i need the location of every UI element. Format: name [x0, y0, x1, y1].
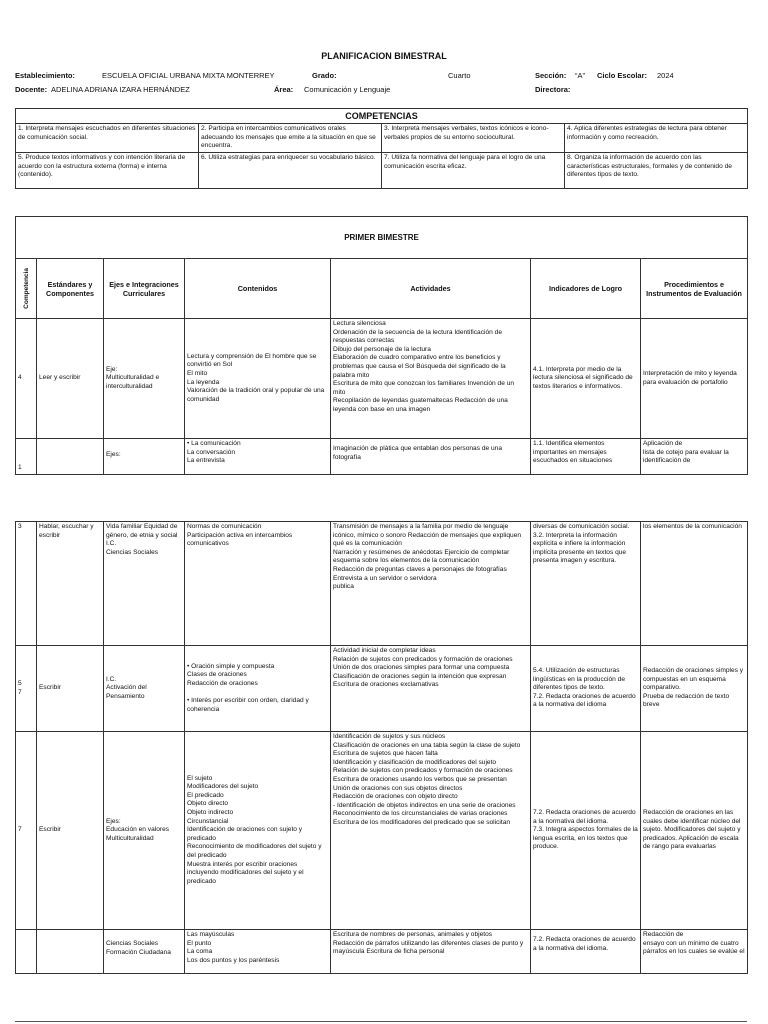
cell-ejes: Vida familiar Equidad de género, de etnia y social I.C. Ciencias Sociales — [104, 522, 185, 646]
docente-value: ADELINA ADRIANA IZARA HERNÁNDEZ — [51, 85, 190, 94]
competencia-7: 7. Utiliza fa normativa del lenguaje para el logro de una comunicación escrita eficaz. — [382, 153, 565, 189]
cell-competencia: 1 — [16, 439, 37, 475]
table-row — [16, 522, 748, 646]
bimestre-title: PRIMER BIMESTRE — [16, 217, 748, 259]
table-row — [16, 732, 748, 930]
cell-indicadores: 7.2. Redacta oraciones de acuerdo a la normativa del idioma. — [531, 930, 641, 974]
competencia-3: 3. Interpreta mensajes verbales, textos icónicos e icono-verbales propios de su entorno sociocultural. — [382, 124, 565, 153]
cell-contenidos: Normas de comunicación Participación activa en intercambios comunicativos — [185, 522, 331, 646]
grado-value: Cuarto — [448, 71, 471, 80]
cell-indicadores: 7.2. Redacta oraciones de acuerdo a la normativa del idioma. 7.3. Integra aspectos formales de la lengua escrita, en los textos que produce. — [531, 732, 641, 930]
competencias-table — [15, 108, 748, 189]
cell-actividades: Imaginación de plática que entablan dos personas de una fotografía — [331, 439, 531, 475]
header-competencia: Competencia — [16, 259, 37, 319]
establecimiento-value: ESCUELA OFICIAL URBANA MIXTA MONTERREY — [102, 71, 275, 80]
page-2 — [0, 480, 768, 1024]
cell-actividades: Identificación de sujetos y sus núcleos Clasificación de oraciones en una tabla según la clase de sujeto Escritura de sujetos que hacen falta Identificación y clasificación de modificadores del sujeto Relación de sujetos con predicados y formación de oraciones Escritura de oraciones usando los verbos que se presentan Unión de oraciones con sus objetos directos Redacción de oraciones con objeto directo - Identificación de objetos indirectos en una serie de oraciones Reconocimiento de los circunstanciales de varias oraciones Escritura de los modificadores del predicado que se solicitan — [331, 732, 531, 930]
cell-procedimientos: Redacción de ensayo con un mínimo de cuatro párrafos en los cuales se evalúe el — [641, 930, 748, 974]
page-title: PLANIFICACION BIMESTRAL — [321, 51, 447, 61]
cell-procedimientos: Redacción de oraciones simples y compuestas en un esquema comparativo. Prueba de redacción de texto breve — [641, 646, 748, 732]
header-estandares: Estándares y Componentes — [37, 259, 104, 319]
cell-estandar: Escribir — [37, 732, 104, 930]
cell-actividades: Escritura de nombres de personas, animales y objetos Redacción de párrafos utilizando las diferentes clases de punto y mayúscula Escritura de ficha personal — [331, 930, 531, 974]
cell-estandar: Escribir — [37, 646, 104, 732]
competencias-title: COMPETENCIAS — [16, 109, 748, 124]
cell-ejes: Ejes: Educación en valores Multiculturalidad — [104, 732, 185, 930]
bimestre-table-page1 — [15, 216, 748, 475]
header-procedimientos: Procedimientos e Instrumentos de Evaluación — [641, 259, 748, 319]
header-indicadores: Indicadores de Logro — [531, 259, 641, 319]
table-row — [16, 319, 748, 439]
cell-actividades: Actividad inicial de completar ideas Relación de sujetos con predicados y formación de oraciones Unión de dos oraciones simples para formar una compuesta Clasificación de oraciones según la intención que expresan Escritura de oraciones exclamativas — [331, 646, 531, 732]
table-row — [16, 646, 748, 732]
grado-label: Grado: — [312, 71, 337, 80]
cell-actividades: Lectura silenciosa Ordenación de la secuencia de la lectura Identificación de respuestas correctas Dibujo del personaje de la lectura Elaboración de cuadro comparativo entre los beneficios y problemas que causa el Sol Búsqueda del significado de la palabra mito Escritura de mito que conozcan los familiares Invención de un mito Recopilación de leyendas guatemaltecas Redacción de una leyenda con base en una imagen — [331, 319, 531, 439]
cell-competencia: 7 — [16, 732, 37, 930]
cell-contenidos: Lectura y comprensión de El hombre que se convirtió en Sol El mito La leyenda Valoración de la tradición oral y popular de una comunidad — [185, 319, 331, 439]
competencia-2: 2. Participa en intercambios comunicativos orales adecuando los mensajes que emite a la situación en que se encuentra. — [199, 124, 382, 153]
cell-ejes: I.C. Activación del Pensamiento — [104, 646, 185, 732]
area-value: Comunicación y Lenguaje — [304, 85, 391, 94]
cell-procedimientos: Aplicación de lista de cotejo para evaluar la identificación de — [641, 439, 748, 475]
seccion-value: “A” — [575, 71, 585, 80]
header-ejes: Ejes e Integraciones Curriculares — [104, 259, 185, 319]
cell-ejes: Eje: Multiculturalidad e interculturalidad — [104, 319, 185, 439]
cell-competencia: 5 7 — [16, 646, 37, 732]
cell-estandar — [37, 439, 104, 475]
competencia-5: 5. Produce textos informativos y con intención literaria de acuerdo con la estructura externa (forma) e interna (contenido). — [16, 153, 199, 189]
bimestre-table-page2 — [15, 521, 748, 974]
cell-procedimientos: los elementos de la comunicación — [641, 522, 748, 646]
cell-competencia: 3 — [16, 522, 37, 646]
competencia-8: 8. Organiza la información de acuerdo con las características estructurales, formales y de contenido de diferentes tipos de texto. — [565, 153, 748, 189]
cell-estandar: Leer y escribir — [37, 319, 104, 439]
docente-label: Docente: — [15, 85, 48, 94]
cell-indicadores: 1.1. Identifica elementos importantes en mensajes escuchados en situaciones — [531, 439, 641, 475]
cell-ejes: Ciencias Sociales Formación Ciudadana — [104, 930, 185, 974]
table-row — [16, 439, 748, 475]
cell-ejes: Ejes: — [104, 439, 185, 475]
cell-contenidos: Las mayúsculas El punto La coma Los dos puntos y los paréntesis — [185, 930, 331, 974]
footer-rule — [15, 1021, 747, 1022]
cell-actividades: Transmisión de mensajes a la familia por medio de lenguaje icónico, mímico o sonoro Redacción de mensajes que expliquen qué es la comunicación Narración y resúmenes de anécdotas Ejercicio de completar esquema sobre los elementos de la comunicación Redacción de preguntas claves a personajes de fotografías Entrevista a un servidor o servidora publica — [331, 522, 531, 646]
competencia-6: 6. Utiliza estrategias para enriquecer su vocabulario básico. — [199, 153, 382, 189]
competencia-4: 4. Aplica diferentes estrategias de lectura para obtener información y como recreación. — [565, 124, 748, 153]
table-row — [16, 930, 748, 974]
competencia-1: 1. Interpreta mensajes escuchados en diferentes situaciones de comunicación social. — [16, 124, 199, 153]
header-contenidos: Contenidos — [185, 259, 331, 319]
cell-estandar — [37, 930, 104, 974]
cell-procedimientos: Redacción de oraciones en las cuales debe identificar núcleo del sujeto. Modificadores del sujeto y predicados. Aplicación de escala de rango para evaluarlas — [641, 732, 748, 930]
cell-contenidos: • Oración simple y compuesta Clases de oraciones Redacción de oraciones • Interés por escribir con orden, claridad y coherencia — [185, 646, 331, 732]
cell-competencia: 4 — [16, 319, 37, 439]
cell-contenidos: El sujeto Modificadores del sujeto El predicado Objeto directo Objeto indirecto Circunstancial Identificación de oraciones con sujeto y predicado Reconocimiento de modificadores del sujeto y del predicado Muestra interés por escribir oraciones incluyendo modificadores del sujeto y el predicado — [185, 732, 331, 930]
page-1 — [0, 0, 768, 480]
cell-contenidos: • La comunicación La conversación La entrevista — [185, 439, 331, 475]
cell-indicadores: diversas de comunicación social. 3.2. Interpreta la información explícita e infiere la información implícita presente en textos que presenta imagen y escritura. — [531, 522, 641, 646]
cell-procedimientos: Interpretación de mito y leyenda para evaluación de portafolio — [641, 319, 748, 439]
area-label: Área: — [274, 85, 294, 94]
header-actividades: Actividades — [331, 259, 531, 319]
cell-competencia — [16, 930, 37, 974]
directora-label: Directora: — [535, 85, 571, 94]
ciclo-label: Ciclo Escolar: — [597, 71, 648, 80]
cell-indicadores: 5.4. Utilización de estructuras lingüísticas en la producción de diferentes tipos de texto. 7.2. Redacta oraciones de acuerdo a la normativa del idioma — [531, 646, 641, 732]
ciclo-value: 2024 — [657, 71, 674, 80]
establecimiento-label: Establecimiento: — [15, 71, 76, 80]
seccion-label: Sección: — [535, 71, 567, 80]
cell-indicadores: 4.1. Interpreta por medio de la lectura silenciosa el significado de textos literarios e informativos. — [531, 319, 641, 439]
cell-estandar: Hablar, escuchar y escribir — [37, 522, 104, 646]
